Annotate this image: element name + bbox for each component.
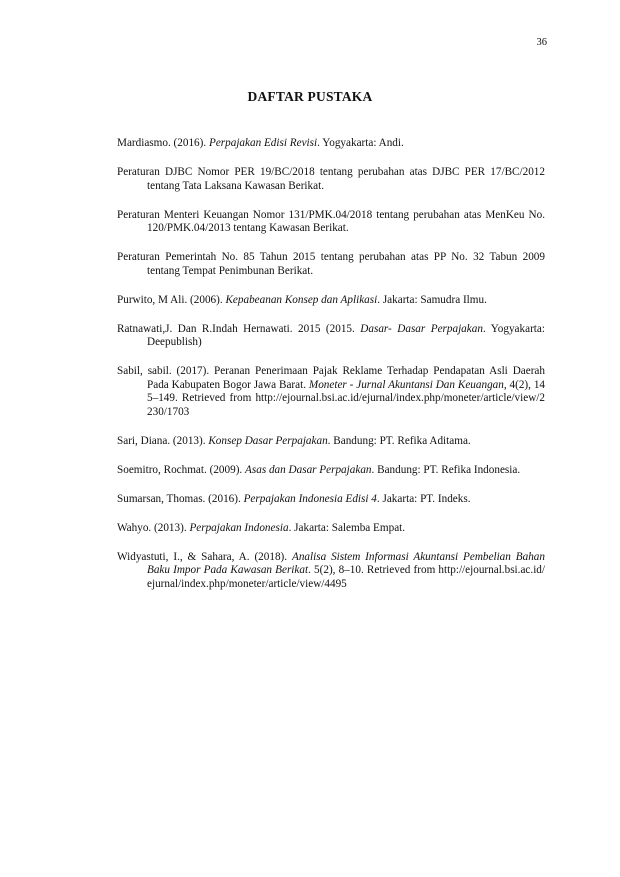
reference-item: [117, 464, 545, 478]
reference-text: Sabil, sabil. (2017). Peranan Penerimaan Pajak Reklame Terhadap Pendapatan Asli Daerah Pada Kabupaten Bogor Jawa Barat.: [117, 365, 545, 391]
reference-text: Peraturan DJBC Nomor PER 19/BC/2018 tentang perubahan atas DJBC PER 17/BC/2012 tentang Tata Laksana Kawasan Berikat.: [117, 166, 545, 192]
reference-text: . Jakarta: Samudra Ilmu.: [377, 293, 487, 306]
reference-item: [117, 251, 545, 278]
reference-text: Peraturan Menteri Keuangan Nomor 131/PMK.04/2018 tentang perubahan atas MenKeu No. 120/PMK.04/2013 tentang Kawasan Berikat.: [117, 208, 545, 234]
reference-text: Soemitro, Rochmat. (2009).: [117, 463, 246, 476]
reference-title: Kepabeanan Konsep dan Aplikasi: [225, 293, 378, 306]
reference-text: Purwito, M Ali. (2006).: [117, 293, 226, 306]
reference-item: [117, 209, 545, 236]
reference-text: Ratnawati,J. Dan R.Indah Hernawati. 2015 (2015.: [117, 322, 361, 335]
reference-item: [117, 522, 545, 536]
reference-text: . 5(2), 8–10. Retrieved from http://ejournal.bsi.ac.id/ejurnal/index.php/moneter/article/view/4495: [147, 564, 545, 590]
reference-title: Dasar- Dasar Perpajakan: [360, 322, 483, 335]
reference-text: Peraturan Pemerintah No. 85 Tahun 2015 tentang perubahan atas PP No. 32 Tabun 2009 tentang Tempat Penimbunan Berikat.: [117, 251, 545, 277]
reference-title: Perpajakan Indonesia Edisi 4: [243, 492, 377, 505]
reference-title: Perpajakan Edisi Revisi: [208, 137, 318, 149]
reference-text: Sari, Diana. (2013).: [117, 434, 209, 447]
reference-item: [117, 493, 545, 507]
reference-item: [117, 435, 545, 449]
reference-item: [117, 166, 545, 193]
reference-item: [117, 323, 545, 350]
reference-text: . Yogyakarta: Andi.: [317, 137, 404, 149]
page-number: 36: [536, 37, 547, 48]
reference-text: . Jakarta: PT. Indeks.: [376, 492, 471, 505]
reference-item: [117, 137, 545, 151]
reference-title: Konsep Dasar Perpajakan: [208, 434, 328, 447]
reference-text: Widyastuti, I., & Sahara, A. (2018).: [117, 550, 292, 563]
reference-item: [117, 365, 545, 419]
reference-list: [117, 137, 545, 607]
reference-text: . Bandung: PT. Refika Indonesia.: [371, 463, 521, 476]
reference-item: [117, 551, 545, 592]
reference-text: . Bandung: PT. Refika Aditama.: [327, 434, 471, 447]
reference-title: Analisa Sistem Informasi Akuntansi Pembelian Bahan Baku Impor Pada Kawasan Berikat: [147, 550, 545, 576]
reference-text: Sumarsan, Thomas. (2016).: [117, 492, 244, 505]
reference-item: [117, 294, 545, 308]
reference-title: Moneter - Jurnal Akuntansi Dan Keuangan: [308, 378, 504, 391]
reference-text: , 4(2), 145–149. Retrieved from http://ejournal.bsi.ac.id/ejurnal/index.php/moneter/article/view/2230/1703: [147, 378, 546, 418]
page-title: DAFTAR PUSTAKA: [247, 89, 373, 104]
reference-text: . Yogyakarta: Deepublish): [147, 322, 545, 348]
reference-title: Asas dan Dasar Perpajakan: [245, 463, 372, 476]
reference-text: . Jakarta: Salemba Empat.: [288, 521, 406, 534]
reference-title: Perpajakan Indonesia: [189, 521, 289, 534]
reference-text: Mardiasmo. (2016).: [117, 137, 209, 149]
reference-text: Wahyo. (2013).: [117, 521, 190, 534]
